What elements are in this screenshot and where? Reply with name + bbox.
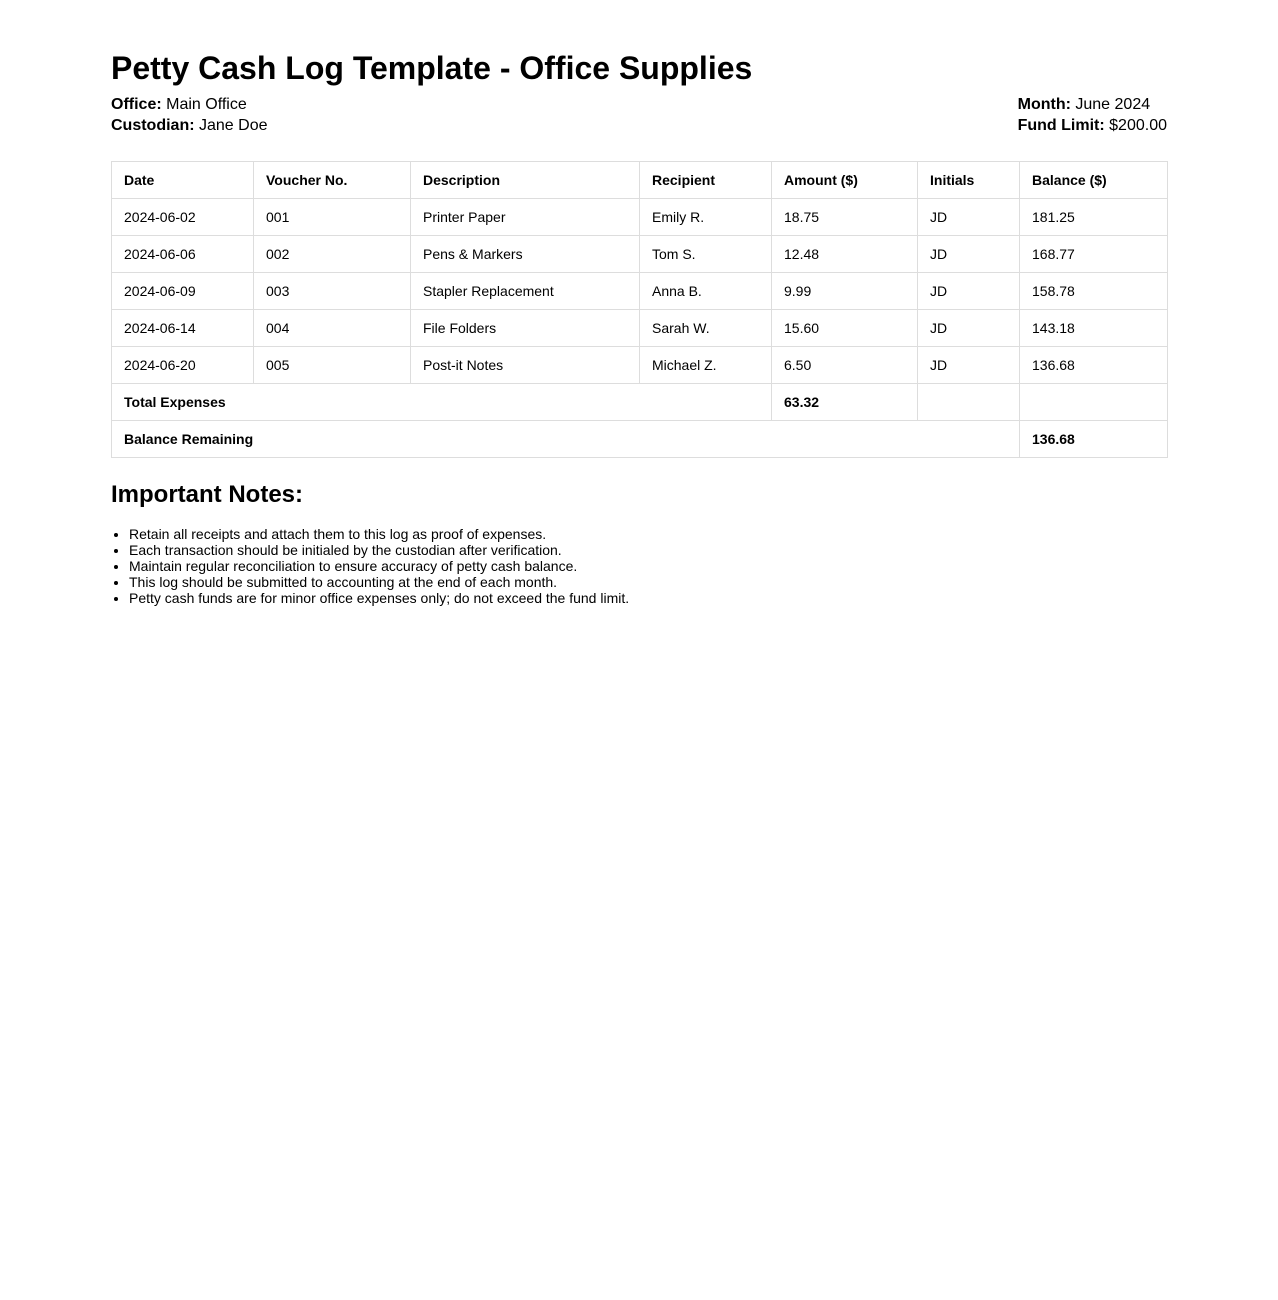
cell-description: Printer Paper: [411, 199, 640, 236]
cell-recipient: Emily R.: [640, 199, 772, 236]
cell-voucher-no: 002: [254, 236, 411, 273]
month-label: Month:: [1017, 96, 1071, 113]
table-row: [112, 273, 1168, 310]
fund-limit-label: Fund Limit:: [1017, 117, 1105, 134]
cell-voucher-no: 001: [254, 199, 411, 236]
meta-right: [1018, 94, 1167, 136]
notes-list: [111, 526, 1129, 606]
header-description: Description: [411, 162, 640, 199]
header-balance: Balance ($): [1020, 162, 1168, 199]
cell-description: Stapler Replacement: [411, 273, 640, 310]
cell-recipient: Sarah W.: [640, 310, 772, 347]
header-recipient: Recipient: [640, 162, 772, 199]
cell-date: 2024-06-06: [112, 236, 254, 273]
balance-remaining-value: 136.68: [1020, 421, 1168, 458]
cell-voucher-no: 005: [254, 347, 411, 384]
cell-initials: JD: [918, 347, 1020, 384]
cell-date: 2024-06-09: [112, 273, 254, 310]
cell-amount: 12.48: [772, 236, 918, 273]
header-initials: Initials: [918, 162, 1020, 199]
meta-left: [111, 94, 268, 136]
cell-balance: 158.78: [1020, 273, 1168, 310]
cell-initials: JD: [918, 199, 1020, 236]
cell-voucher-no: 004: [254, 310, 411, 347]
table-header-row: [112, 162, 1168, 199]
list-item: • This log should be submitted to accounting at the end of each month.: [129, 574, 1129, 590]
cell-balance: 181.25: [1020, 199, 1168, 236]
cell-amount: 9.99: [772, 273, 918, 310]
cell-voucher-no: 003: [254, 273, 411, 310]
cell-date: 2024-06-20: [112, 347, 254, 384]
header-voucher-no: Voucher No.: [254, 162, 411, 199]
cell-date: 2024-06-02: [112, 199, 254, 236]
page-title: Petty Cash Log Template - Office Supplies: [111, 50, 753, 86]
cell-description: Post-it Notes: [411, 347, 640, 384]
total-balance-empty: [1020, 384, 1168, 421]
cell-recipient: Michael Z.: [640, 347, 772, 384]
cell-initials: JD: [918, 310, 1020, 347]
table-row: [112, 236, 1168, 273]
balance-remaining-row: [112, 421, 1168, 458]
table-row: [112, 347, 1168, 384]
cell-description: Pens & Markers: [411, 236, 640, 273]
office-value: Main Office: [166, 96, 247, 113]
cell-date: 2024-06-14: [112, 310, 254, 347]
list-item: • Retain all receipts and attach them to this log as proof of expenses.: [129, 526, 1129, 542]
cell-amount: 18.75: [772, 199, 918, 236]
balance-remaining-label: Balance Remaining: [112, 421, 1020, 458]
table-row: [112, 310, 1168, 347]
header-amount: Amount ($): [772, 162, 918, 199]
notes-heading: Important Notes:: [111, 481, 303, 508]
month-value: June 2024: [1075, 96, 1151, 113]
cell-amount: 15.60: [772, 310, 918, 347]
list-item: • Maintain regular reconciliation to ensure accuracy of petty cash balance.: [129, 558, 1129, 574]
office-label: Office:: [111, 96, 162, 113]
custodian-value: Jane Doe: [199, 117, 268, 134]
table-row: [112, 199, 1168, 236]
cell-initials: JD: [918, 236, 1020, 273]
cell-balance: 168.77: [1020, 236, 1168, 273]
total-expenses-label: Total Expenses: [112, 384, 772, 421]
custodian-line: [111, 115, 268, 136]
office-line: [111, 94, 268, 115]
petty-cash-table: [111, 161, 1168, 458]
total-initials-empty: [918, 384, 1020, 421]
cell-amount: 6.50: [772, 347, 918, 384]
custodian-label: Custodian:: [111, 117, 195, 134]
list-item: • Petty cash funds are for minor office expenses only; do not exceed the fund limit.: [129, 590, 1129, 606]
month-line: [1018, 94, 1167, 115]
total-expenses-value: 63.32: [772, 384, 918, 421]
cell-initials: JD: [918, 273, 1020, 310]
cell-recipient: Anna B.: [640, 273, 772, 310]
total-expenses-row: [112, 384, 1168, 421]
header-date: Date: [112, 162, 254, 199]
list-item: • Each transaction should be initialed by the custodian after verification.: [129, 542, 1129, 558]
cell-recipient: Tom S.: [640, 236, 772, 273]
cell-balance: 136.68: [1020, 347, 1168, 384]
cell-balance: 143.18: [1020, 310, 1168, 347]
fund-limit-line: [1018, 115, 1167, 136]
fund-limit-value: $200.00: [1109, 117, 1167, 134]
cell-description: File Folders: [411, 310, 640, 347]
